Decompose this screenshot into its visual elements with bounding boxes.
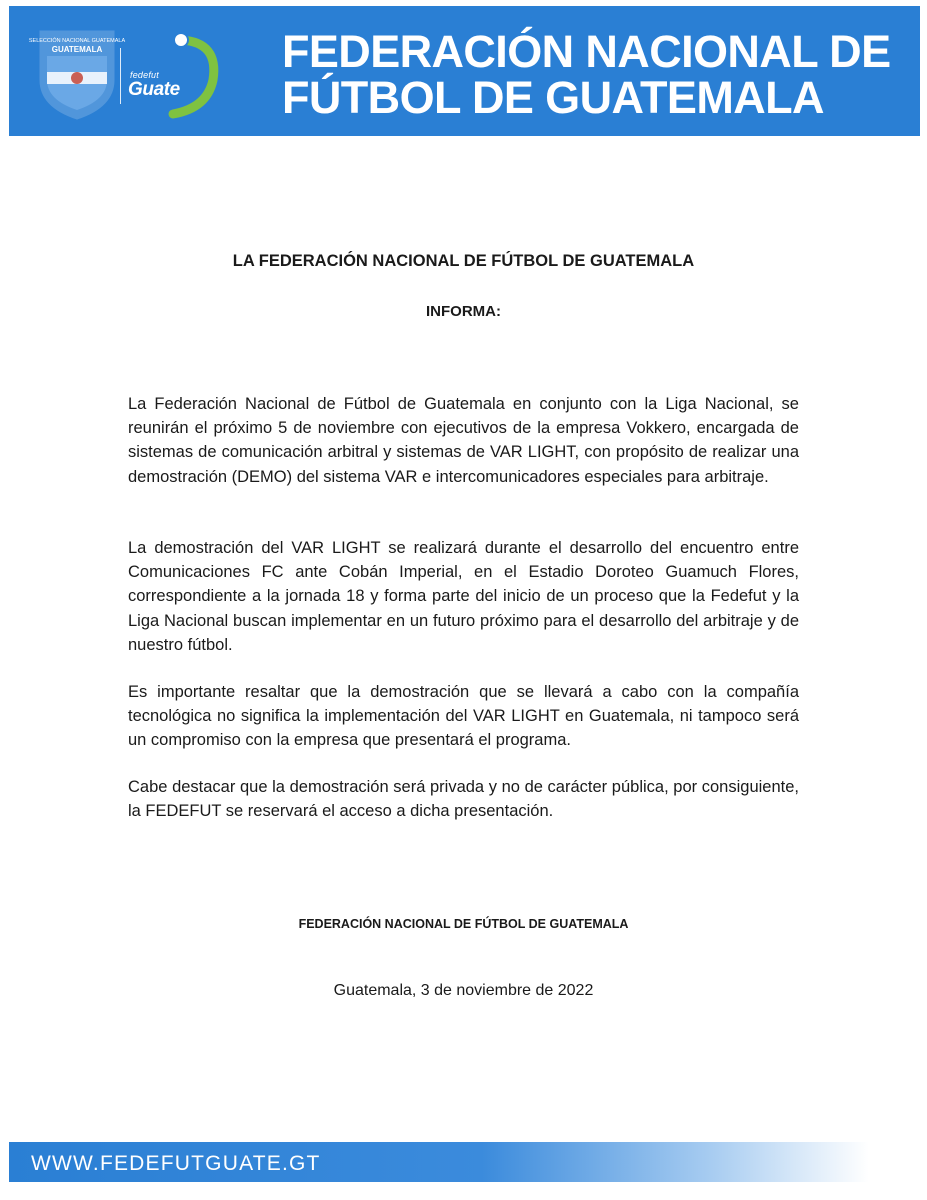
footer-bar [9, 1142, 869, 1182]
banner-title-line-1: FEDERACIÓN NACIONAL DE [282, 26, 891, 77]
paragraph-1: La Federación Nacional de Fútbol de Guatemala en conjunto con la Liga Nacional, se reunirán el próximo 5 de noviembre con ejecutivos de la empresa Vokkero, encargada de sistemas de comunicación arbitral y sistemas de VAR LIGHT, con propósito de realizar una demostración (DEMO) del sistema VAR e intercomunicadores especiales para arbitraje. [128, 395, 799, 486]
document-subheading: INFORMA: [426, 303, 501, 320]
header-banner [9, 6, 920, 136]
paragraph-4: Cabe destacar que la demostración será privada y no de carácter pública, por consiguiente, la FEDEFUT se reservará el acceso a dicha presentación. [128, 778, 799, 821]
footer-website-url: WWW.FEDEFUTGUATE.GT [31, 1152, 321, 1175]
logo-divider [120, 48, 121, 104]
banner-title-line-2: FÚTBOL DE GUATEMALA [282, 72, 824, 123]
brand-small-text: fedefut [130, 70, 159, 80]
paragraph-2: La demostración del VAR LIGHT se realizará durante el desarrollo del encuentro entre Comunicaciones FC ante Cobán Imperial, en el Estadio Doroteo Guamuch Flores, correspondiente a la jornada 18 y forma parte del inicio de un proceso que la Fedefut y la Liga Nacional buscan implementar en un futuro próximo para el desarrollo del arbitraje y de nuestro fútbol. [128, 539, 799, 654]
badge-caption-small: SELECCIÓN NACIONAL GUATEMALA [28, 38, 126, 44]
paragraph-3: Es importante resaltar que la demostración que se llevará a cabo con la compañía tecnológica no significa la implementación del VAR LIGHT en Guatemala, ni tampoco será un compromiso con la empresa que presentará el programa. [128, 683, 799, 750]
signature-block: FEDERACIÓN NACIONAL DE FÚTBOL DE GUATEMALA [298, 917, 629, 931]
brand-wordmark: Guate [128, 79, 180, 100]
document-heading: LA FEDERACIÓN NACIONAL DE FÚTBOL DE GUATEMALA [232, 252, 695, 270]
banner-title [282, 26, 891, 123]
dateline: Guatemala, 3 de noviembre de 2022 [333, 982, 594, 999]
national-team-shield-logo [28, 28, 126, 120]
svg-text:GUATEMALA: GUATEMALA [51, 45, 103, 54]
